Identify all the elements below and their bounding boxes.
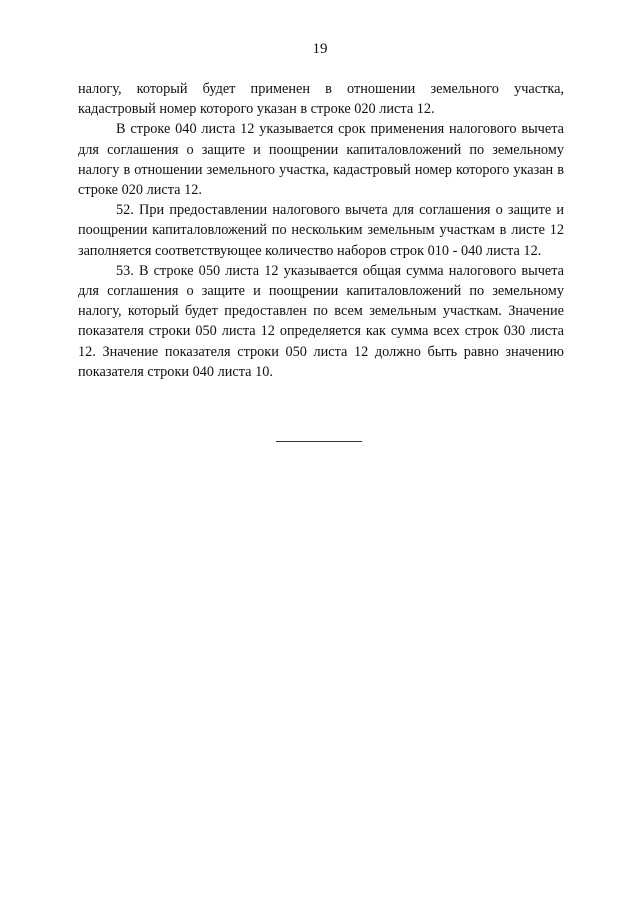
- page-number: 19: [312, 41, 328, 57]
- document-body: [78, 79, 564, 382]
- paragraph-line-040: В строке 040 листа 12 указывается срок применения налогового вычета для соглашения о защите и поощрении капиталовложений по земельному налогу в отношении земельного участка, кадастровый номер которого указан в строке 020 листа 12.: [78, 121, 564, 199]
- paragraph-53: 53. В строке 050 листа 12 указывается общая сумма налогового вычета для соглашения о защите и поощрении капиталовложений по земельному налогу, который будет предоставлен по всем земельным участкам. Значение показателя строки 050 листа 12 определяется как сумма всех строк 030 листа 12. Значение показателя строки 050 листа 12 должно быть равно значению показателя строки 040 листа 10.: [78, 262, 564, 380]
- paragraph-continuation: налогу, который будет применен в отношении земельного участка, кадастровый номер которого указан в строке 020 листа 12.: [78, 81, 564, 118]
- end-divider: [276, 441, 362, 442]
- paragraph-52: 52. При предоставлении налогового вычета для соглашения о защите и поощрении капиталовложений по нескольким земельным участкам в листе 12 заполняется соответствующее количество наборов строк 010 - 040 листа 12.: [78, 202, 564, 259]
